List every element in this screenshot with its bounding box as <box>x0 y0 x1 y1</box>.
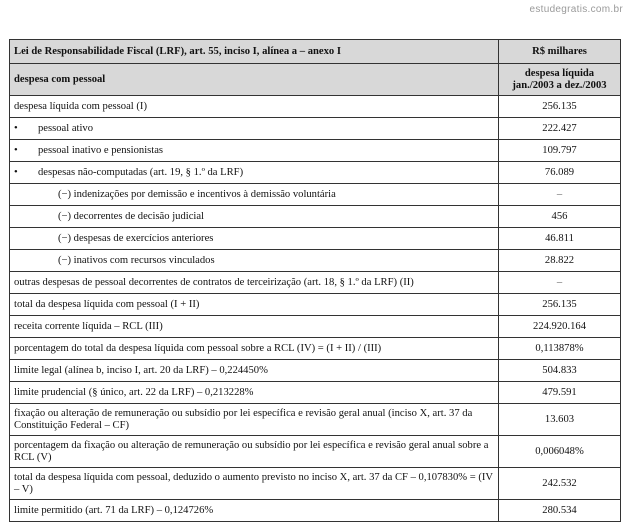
row-label: (−) decorrentes de decisão judicial <box>10 206 499 228</box>
row-label: receita corrente líquida – RCL (III) <box>10 316 499 338</box>
row-label: pessoal ativo <box>38 122 94 134</box>
table-row <box>10 206 621 228</box>
section-header-row <box>10 64 621 96</box>
row-label: fixação ou alteração de remuneração ou subsídio por lei específica e revisão geral anual (inciso X, art. 37 da Constituição Federal – CF) <box>10 404 499 436</box>
bullet-marker: • <box>14 122 18 134</box>
row-label: porcentagem do total da despesa líquida com pessoal sobre a RCL (IV) = (I + II) / (III) <box>10 338 499 360</box>
table-row <box>10 118 621 140</box>
table-row <box>10 404 621 436</box>
row-value: 504.833 <box>499 360 621 382</box>
period-header-line2: jan./2003 a dez./2003 <box>512 79 607 91</box>
row-value: 456 <box>499 206 621 228</box>
row-value: 242.532 <box>499 468 621 500</box>
table-row <box>10 360 621 382</box>
bullet-marker: • <box>14 166 18 178</box>
row-value: 109.797 <box>499 140 621 162</box>
row-label: outras despesas de pessoal decorrentes de contratos de terceirização (art. 18, § 1.º da LRF) (II) <box>10 272 499 294</box>
row-label-cell <box>10 162 499 184</box>
row-label: (−) indenizações por demissão e incentivos à demissão voluntária <box>10 184 499 206</box>
table-row <box>10 96 621 118</box>
unit-header: R$ milhares <box>499 40 621 64</box>
section-title: despesa com pessoal <box>10 64 499 96</box>
table-row <box>10 140 621 162</box>
row-value: 76.089 <box>499 162 621 184</box>
period-header-line1: despesa líquida <box>524 67 595 79</box>
row-value: 280.534 <box>499 500 621 522</box>
row-label: total da despesa líquida com pessoal, deduzido o aumento previsto no inciso X, art. 37 da CF – 0,107830% = (IV – V) <box>10 468 499 500</box>
row-label-cell <box>10 140 499 162</box>
table-row <box>10 338 621 360</box>
row-value: 256.135 <box>499 96 621 118</box>
table-row <box>10 316 621 338</box>
row-label: pessoal inativo e pensionistas <box>38 144 164 156</box>
row-label: despesa líquida com pessoal (I) <box>10 96 499 118</box>
table-row <box>10 272 621 294</box>
row-value: – <box>499 184 621 206</box>
period-header <box>499 64 621 96</box>
row-value: 222.427 <box>499 118 621 140</box>
row-label: (−) despesas de exercícios anteriores <box>10 228 499 250</box>
row-value: 0,113878% <box>499 338 621 360</box>
row-value: 28.822 <box>499 250 621 272</box>
row-label: total da despesa líquida com pessoal (I + II) <box>10 294 499 316</box>
row-label: despesas não-computadas (art. 19, § 1.º da LRF) <box>38 166 244 178</box>
row-label: (−) inativos com recursos vinculados <box>10 250 499 272</box>
row-value: 224.920.164 <box>499 316 621 338</box>
table-row <box>10 250 621 272</box>
table-row <box>10 500 621 522</box>
row-label: limite legal (alínea b, inciso I, art. 20 da LRF) – 0,224450% <box>10 360 499 382</box>
row-label-cell <box>10 118 499 140</box>
table-header-row <box>10 40 621 64</box>
table-row <box>10 436 621 468</box>
row-value: – <box>499 272 621 294</box>
table-row <box>10 228 621 250</box>
row-label: limite permitido (art. 71 da LRF) – 0,124726% <box>10 500 499 522</box>
row-value: 256.135 <box>499 294 621 316</box>
row-label: porcentagem da fixação ou alteração de remuneração ou subsídio por lei específica e revisão geral anual sobre a RCL (V) <box>10 436 499 468</box>
site-watermark: estudegratis.com.br <box>529 4 623 15</box>
table-row <box>10 294 621 316</box>
row-value: 0,006048% <box>499 436 621 468</box>
bullet-marker: • <box>14 144 18 156</box>
table-row <box>10 184 621 206</box>
table-row <box>10 468 621 500</box>
row-value: 479.591 <box>499 382 621 404</box>
row-value: 46.811 <box>499 228 621 250</box>
lrf-personnel-expense-table <box>9 39 621 522</box>
table-row <box>10 382 621 404</box>
table-title: Lei de Responsabilidade Fiscal (LRF), art. 55, inciso I, alínea a – anexo I <box>10 40 499 64</box>
table-row <box>10 162 621 184</box>
row-label: limite prudencial (§ único, art. 22 da LRF) – 0,213228% <box>10 382 499 404</box>
row-value: 13.603 <box>499 404 621 436</box>
